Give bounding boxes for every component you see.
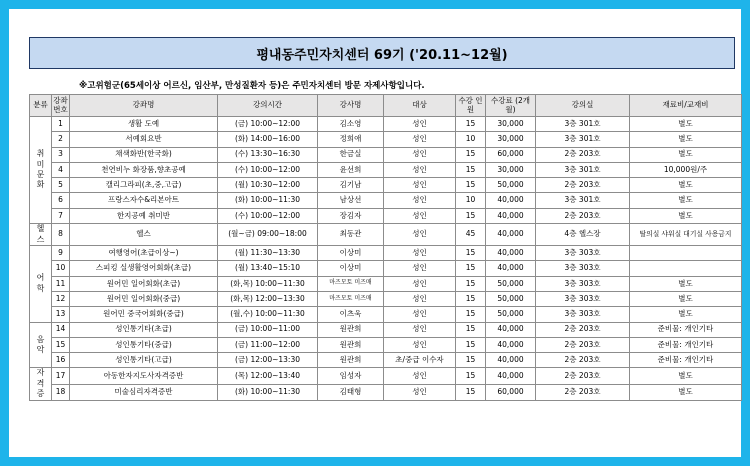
cell-time: (화,목) 10:00~11:30 bbox=[218, 276, 318, 291]
cell-capacity: 15 bbox=[456, 291, 486, 306]
category-cell-hobby: 취 미 문 화 bbox=[30, 117, 52, 224]
cell-instructor: 원관희 bbox=[318, 322, 384, 337]
cell-no: 16 bbox=[52, 353, 70, 368]
cell-capacity: 15 bbox=[456, 208, 486, 223]
cell-instructor: 최동관 bbox=[318, 224, 384, 246]
cell-time: (수) 10:00~12:00 bbox=[218, 162, 318, 177]
cell-instructor: 김기남 bbox=[318, 178, 384, 193]
cell-target: 성인 bbox=[384, 193, 456, 208]
cell-time: (수) 13:30~16:30 bbox=[218, 147, 318, 162]
header-time: 강의시간 bbox=[218, 95, 318, 117]
cell-course: 미술심리자격증반 bbox=[70, 384, 218, 400]
cell-material: 10,000원/주 bbox=[630, 162, 742, 177]
notice-text: ※고위험군(65세이상 어르신, 임산부, 만성질환자 등)은 주민자치센터 방문 자제사항입니다. bbox=[79, 81, 425, 91]
cell-material: 탈의실 샤워실 대기실 사용금지 bbox=[630, 224, 742, 246]
cell-capacity: 45 bbox=[456, 224, 486, 246]
cell-room: 3층 303호 bbox=[536, 246, 630, 261]
cell-instructor: 마즈모토 미즈매 bbox=[318, 276, 384, 291]
cell-fee: 40,000 bbox=[486, 368, 536, 384]
cell-target: 성인 bbox=[384, 178, 456, 193]
cell-no: 6 bbox=[52, 193, 70, 208]
cell-fee: 30,000 bbox=[486, 162, 536, 177]
table-row bbox=[30, 276, 742, 291]
table-row bbox=[30, 117, 742, 132]
cell-fee: 40,000 bbox=[486, 246, 536, 261]
cell-fee: 50,000 bbox=[486, 291, 536, 306]
header-instructor: 강사명 bbox=[318, 95, 384, 117]
cell-course: 프랑스자수&리본아트 bbox=[70, 193, 218, 208]
cell-no: 18 bbox=[52, 384, 70, 400]
cell-target: 성인 bbox=[384, 261, 456, 276]
cell-capacity: 15 bbox=[456, 261, 486, 276]
cell-instructor: 이상미 bbox=[318, 261, 384, 276]
cell-room: 2층 203호 bbox=[536, 337, 630, 352]
cell-fee: 50,000 bbox=[486, 307, 536, 322]
cell-capacity: 15 bbox=[456, 368, 486, 384]
cell-no: 9 bbox=[52, 246, 70, 261]
cell-room: 3층 301호 bbox=[536, 193, 630, 208]
header-material: 재료비/교재비 bbox=[630, 95, 742, 117]
cell-material: 별도 bbox=[630, 291, 742, 306]
cell-instructor: 김태형 bbox=[318, 384, 384, 400]
cell-course: 성인통기타(초급) bbox=[70, 322, 218, 337]
cell-no: 10 bbox=[52, 261, 70, 276]
cell-course: 생활 도예 bbox=[70, 117, 218, 132]
cell-course: 캘리그라피(초,중,고급) bbox=[70, 178, 218, 193]
cell-no: 12 bbox=[52, 291, 70, 306]
cell-room: 3층 301호 bbox=[536, 162, 630, 177]
table-row bbox=[30, 132, 742, 147]
course-schedule-table bbox=[29, 94, 742, 401]
cell-no: 2 bbox=[52, 132, 70, 147]
page-title: 평내동주민자치센터 69기 ('20.11~12월) bbox=[29, 37, 735, 69]
cell-target: 성인 bbox=[384, 276, 456, 291]
header-room: 강의실 bbox=[536, 95, 630, 117]
cell-material: 별도 bbox=[630, 208, 742, 223]
cell-instructor: 마즈모토 미즈매 bbox=[318, 291, 384, 306]
cell-room: 2층 203호 bbox=[536, 208, 630, 223]
cell-fee: 60,000 bbox=[486, 147, 536, 162]
cell-material: 별도 bbox=[630, 368, 742, 384]
table-row bbox=[30, 208, 742, 223]
cell-room: 3층 303호 bbox=[536, 307, 630, 322]
cell-room: 2층 203호 bbox=[536, 147, 630, 162]
cell-course: 한지공예 취미반 bbox=[70, 208, 218, 223]
cell-instructor: 원관희 bbox=[318, 337, 384, 352]
cell-fee: 40,000 bbox=[486, 193, 536, 208]
cell-room: 2층 203호 bbox=[536, 368, 630, 384]
cell-material: 별도 bbox=[630, 193, 742, 208]
category-cell-music: 음 악 bbox=[30, 322, 52, 368]
cell-capacity: 15 bbox=[456, 337, 486, 352]
cell-target: 성인 bbox=[384, 291, 456, 306]
cell-target: 성인 bbox=[384, 322, 456, 337]
table-row bbox=[30, 307, 742, 322]
cell-material: 별도 bbox=[630, 276, 742, 291]
cell-material bbox=[630, 246, 742, 261]
cell-instructor: 이츠욱 bbox=[318, 307, 384, 322]
cell-instructor: 임성자 bbox=[318, 368, 384, 384]
cell-course: 천연비누 화장품,향초공예 bbox=[70, 162, 218, 177]
table-row bbox=[30, 147, 742, 162]
content-area bbox=[23, 31, 745, 465]
cell-time: (월) 11:30~13:30 bbox=[218, 246, 318, 261]
cell-time: (금) 11:00~12:00 bbox=[218, 337, 318, 352]
cell-instructor: 원관희 bbox=[318, 353, 384, 368]
table-row bbox=[30, 261, 742, 276]
table-row bbox=[30, 322, 742, 337]
cell-time: (수) 10:00~12:00 bbox=[218, 208, 318, 223]
cell-instructor: 김소영 bbox=[318, 117, 384, 132]
cell-capacity: 15 bbox=[456, 322, 486, 337]
cell-target: 초/중급 이수자 bbox=[384, 353, 456, 368]
table-row bbox=[30, 162, 742, 177]
cell-room: 2층 203호 bbox=[536, 353, 630, 368]
cell-target: 성인 bbox=[384, 208, 456, 223]
cell-capacity: 15 bbox=[456, 147, 486, 162]
cell-target: 성인 bbox=[384, 117, 456, 132]
category-cell-language: 어 학 bbox=[30, 246, 52, 322]
cell-time: (화) 10:00~11:30 bbox=[218, 193, 318, 208]
cell-material: 별도 bbox=[630, 147, 742, 162]
table-row bbox=[30, 193, 742, 208]
cell-time: (금) 10:00~11:00 bbox=[218, 322, 318, 337]
cell-time: (금) 10:00~12:00 bbox=[218, 117, 318, 132]
cell-course: 서예회요반 bbox=[70, 132, 218, 147]
cell-capacity: 15 bbox=[456, 384, 486, 400]
cell-target: 성인 bbox=[384, 132, 456, 147]
category-cell-cert: 자 격 증 bbox=[30, 368, 52, 400]
cell-instructor: 남상선 bbox=[318, 193, 384, 208]
cell-room: 3층 303호 bbox=[536, 291, 630, 306]
cell-instructor: 한금실 bbox=[318, 147, 384, 162]
cell-course: 원어민 중국어회화(중급) bbox=[70, 307, 218, 322]
cell-material: 별도 bbox=[630, 384, 742, 400]
cell-material: 별도 bbox=[630, 132, 742, 147]
cell-time: (화) 14:00~16:00 bbox=[218, 132, 318, 147]
table-row bbox=[30, 224, 742, 246]
table-row bbox=[30, 353, 742, 368]
table-row bbox=[30, 178, 742, 193]
table-row bbox=[30, 246, 742, 261]
table-row bbox=[30, 368, 742, 384]
cell-no: 11 bbox=[52, 276, 70, 291]
cell-fee: 40,000 bbox=[486, 353, 536, 368]
cell-target: 성인 bbox=[384, 384, 456, 400]
cell-time: (월) 10:30~12:00 bbox=[218, 178, 318, 193]
cell-target: 성인 bbox=[384, 307, 456, 322]
cell-no: 1 bbox=[52, 117, 70, 132]
table-row bbox=[30, 384, 742, 400]
cell-course: 여행영어(초급이상~) bbox=[70, 246, 218, 261]
cell-instructor: 장김자 bbox=[318, 208, 384, 223]
cell-no: 7 bbox=[52, 208, 70, 223]
header-no: 강좌 번호 bbox=[52, 95, 70, 117]
cell-room: 3층 301호 bbox=[536, 117, 630, 132]
cell-instructor: 이상미 bbox=[318, 246, 384, 261]
cell-room: 4층 헬스장 bbox=[536, 224, 630, 246]
cell-fee: 40,000 bbox=[486, 208, 536, 223]
cell-material: 별도 bbox=[630, 307, 742, 322]
header-fee: 수강료 (2개월) bbox=[486, 95, 536, 117]
cell-course: 원어민 일어회화(초급) bbox=[70, 276, 218, 291]
cell-capacity: 15 bbox=[456, 162, 486, 177]
cell-no: 14 bbox=[52, 322, 70, 337]
cell-material: 별도 bbox=[630, 117, 742, 132]
table-row bbox=[30, 337, 742, 352]
cell-course: 성인통기타(고급) bbox=[70, 353, 218, 368]
cell-target: 성인 bbox=[384, 224, 456, 246]
category-cell-health: 헬 스 bbox=[30, 224, 52, 246]
cell-time: (월) 13:40~15:10 bbox=[218, 261, 318, 276]
cell-room: 2층 203호 bbox=[536, 384, 630, 400]
cell-instructor: 윤선희 bbox=[318, 162, 384, 177]
cell-no: 17 bbox=[52, 368, 70, 384]
cell-course: 채색화반(한국화) bbox=[70, 147, 218, 162]
table-row bbox=[30, 291, 742, 306]
cell-fee: 30,000 bbox=[486, 117, 536, 132]
cell-target: 성인 bbox=[384, 147, 456, 162]
cell-time: (화,목) 12:00~13:30 bbox=[218, 291, 318, 306]
cell-time: (금) 12:00~13:30 bbox=[218, 353, 318, 368]
cell-time: (월~금) 09:00~18:00 bbox=[218, 224, 318, 246]
header-course: 강좌명 bbox=[70, 95, 218, 117]
cell-fee: 30,000 bbox=[486, 132, 536, 147]
cell-fee: 50,000 bbox=[486, 178, 536, 193]
cell-target: 성인 bbox=[384, 162, 456, 177]
cell-fee: 50,000 bbox=[486, 276, 536, 291]
cell-material: 별도 bbox=[630, 178, 742, 193]
cell-material: 준비물: 개인기타 bbox=[630, 322, 742, 337]
cell-room: 3층 303호 bbox=[536, 261, 630, 276]
cell-material: 준비물: 개인기타 bbox=[630, 337, 742, 352]
cell-course: 스피킹 실생활영어회화(초급) bbox=[70, 261, 218, 276]
cell-time: (월,수) 10:00~11:30 bbox=[218, 307, 318, 322]
cell-no: 3 bbox=[52, 147, 70, 162]
cell-fee: 40,000 bbox=[486, 322, 536, 337]
cell-target: 성인 bbox=[384, 337, 456, 352]
cell-course: 헬스 bbox=[70, 224, 218, 246]
header-category: 분류 bbox=[30, 95, 52, 117]
header-target: 대상 bbox=[384, 95, 456, 117]
cell-material: 준비물: 개인기타 bbox=[630, 353, 742, 368]
cell-time: (목) 12:00~13:40 bbox=[218, 368, 318, 384]
cell-no: 5 bbox=[52, 178, 70, 193]
cell-capacity: 10 bbox=[456, 132, 486, 147]
cell-capacity: 15 bbox=[456, 117, 486, 132]
cell-capacity: 15 bbox=[456, 178, 486, 193]
cell-room: 2층 203호 bbox=[536, 178, 630, 193]
cell-course: 원어민 일어회화(중급) bbox=[70, 291, 218, 306]
cell-room: 3층 301호 bbox=[536, 132, 630, 147]
cell-target: 성인 bbox=[384, 246, 456, 261]
cell-capacity: 15 bbox=[456, 276, 486, 291]
cell-time: (화) 10:00~11:30 bbox=[218, 384, 318, 400]
cell-capacity: 15 bbox=[456, 307, 486, 322]
cell-room: 2층 203호 bbox=[536, 322, 630, 337]
cell-fee: 40,000 bbox=[486, 261, 536, 276]
cell-instructor: 정희애 bbox=[318, 132, 384, 147]
cell-fee: 60,000 bbox=[486, 384, 536, 400]
cell-no: 8 bbox=[52, 224, 70, 246]
cell-capacity: 15 bbox=[456, 353, 486, 368]
cell-fee: 40,000 bbox=[486, 337, 536, 352]
cell-room: 3층 303호 bbox=[536, 276, 630, 291]
cell-material bbox=[630, 261, 742, 276]
cell-course: 아동한자지도사자격증반 bbox=[70, 368, 218, 384]
cell-capacity: 10 bbox=[456, 193, 486, 208]
cell-fee: 40,000 bbox=[486, 224, 536, 246]
cell-no: 15 bbox=[52, 337, 70, 352]
cell-no: 4 bbox=[52, 162, 70, 177]
header-capacity: 수강 인원 bbox=[456, 95, 486, 117]
cell-target: 성인 bbox=[384, 368, 456, 384]
table-header-row bbox=[30, 95, 742, 117]
cell-no: 13 bbox=[52, 307, 70, 322]
cell-course: 성인통기타(중급) bbox=[70, 337, 218, 352]
cell-capacity: 15 bbox=[456, 246, 486, 261]
